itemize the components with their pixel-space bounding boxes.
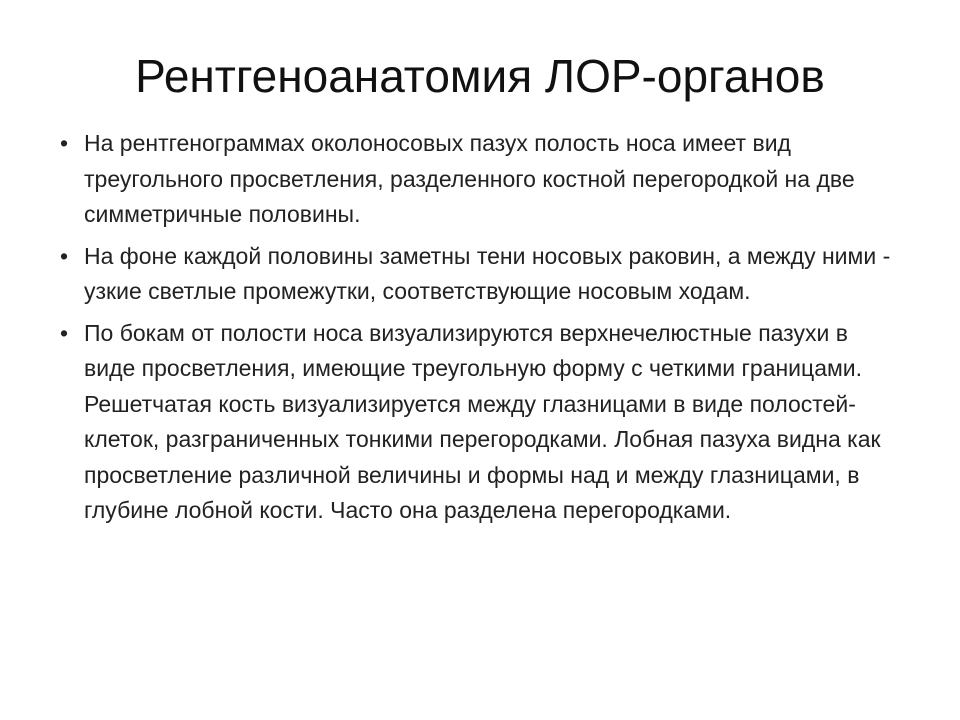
slide-title: Рентгеноанатомия ЛОР-органов <box>135 50 825 102</box>
bullet-dot-icon: • <box>59 319 69 346</box>
bullet-item-2 <box>54 239 904 310</box>
bullet-list <box>54 126 904 535</box>
bullet-dot-icon: • <box>59 130 69 156</box>
bullet-item-1 <box>54 126 904 233</box>
bullet-text: На рентгенограммах околоносовых пазух полость носа имеет вид треугольного просветления, разделенного костной перегородкой на две симметричные половины. <box>84 130 855 227</box>
bullet-item-3 <box>54 316 904 529</box>
bullet-dot-icon: • <box>59 242 69 269</box>
bullet-text: На фоне каждой половины заметны тени носовых раковин, а между ними - узкие светлые промежутки, соответствующие носовым ходам. <box>84 242 891 304</box>
bullet-text: По бокам от полости носа визуализируются верхнечелюстные пазухи в виде просветления, имеющие треугольную форму с четкими границами. Решетчатая кость визуализируется между глазницами в виде полостей-клеток, разграниченных тонкими перегородками. Лобная пазуха видна как просветление различной величины и формы над и между глазницами, в глубине лобной кости. Часто она разделена перегородками. <box>84 319 881 523</box>
